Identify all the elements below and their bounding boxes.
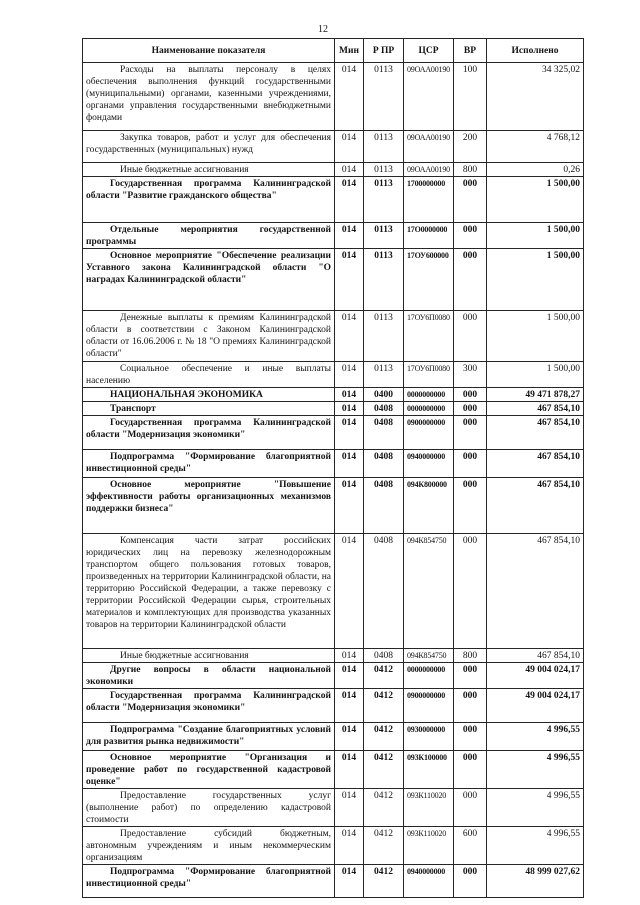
target-article-code: 0940000000 [404,865,454,898]
section-code: 0412 [364,789,404,827]
ministry-code: 014 [335,249,364,311]
section-code: 0113 [364,131,404,163]
section-code: 0412 [364,751,404,789]
executed-amount: 467 854,10 [487,649,584,663]
table-row [83,131,584,163]
table-row [83,388,584,402]
executed-amount: 1 500,00 [487,249,584,311]
expense-type-code: 000 [454,789,487,827]
executed-amount: 4 996,55 [487,789,584,827]
ministry-code: 014 [335,534,364,649]
executed-amount: 0,26 [487,163,584,177]
section-code: 0412 [364,827,404,865]
expense-type-code: 600 [454,827,487,865]
table-row [83,478,584,534]
ministry-code: 014 [335,402,364,416]
section-code: 0400 [364,388,404,402]
section-code: 0408 [364,402,404,416]
indicator-name: НАЦИОНАЛЬНАЯ ЭКОНОМИКА [83,388,335,402]
ministry-code: 014 [335,223,364,249]
header-target-article: ЦСР [404,39,454,63]
target-article-code: 09ОАА00190 [404,131,454,163]
table-row [83,534,584,649]
section-code: 0113 [364,63,404,131]
expense-type-code: 000 [454,177,487,223]
expense-type-code: 000 [454,450,487,478]
indicator-name: Транспорт [83,402,335,416]
expense-type-code: 000 [454,402,487,416]
table-row [83,249,584,311]
expense-type-code: 000 [454,388,487,402]
expense-type-code: 000 [454,223,487,249]
section-code: 0412 [364,723,404,751]
budget-table [82,38,584,898]
section-code: 0412 [364,663,404,689]
indicator-name: Государственная программа Калининградской области "Модернизация экономики" [83,689,335,723]
indicator-name: Государственная программа Калининградской области "Модернизация экономики" [83,416,335,450]
indicator-name: Иные бюджетные ассигнования [83,649,335,663]
target-article-code: 093К110020 [404,827,454,865]
expense-type-code: 800 [454,649,487,663]
indicator-name: Основное мероприятие "Обеспечение реализации Уставного закона Калининградской области "О наградах Калининградской области" [83,249,335,311]
section-code: 0113 [364,223,404,249]
executed-amount: 467 854,10 [487,402,584,416]
table-header-row [83,39,584,63]
executed-amount: 1 500,00 [487,177,584,223]
table-row [83,689,584,723]
ministry-code: 014 [335,663,364,689]
target-article-code: 094К800000 [404,478,454,534]
ministry-code: 014 [335,827,364,865]
expense-type-code: 000 [454,723,487,751]
executed-amount: 1 500,00 [487,223,584,249]
expense-type-code: 200 [454,131,487,163]
target-article-code: 17ОУ6П0080 [404,311,454,362]
section-code: 0412 [364,689,404,723]
target-article-code: 0930000000 [404,723,454,751]
section-code: 0408 [364,534,404,649]
target-article-code: 094К854750 [404,649,454,663]
target-article-code: 17ОУ600000 [404,249,454,311]
ministry-code: 014 [335,163,364,177]
ministry-code: 014 [335,689,364,723]
indicator-name: Подпрограмма "Формирование благоприятной инвестиционной среды" [83,865,335,898]
expense-type-code: 000 [454,311,487,362]
executed-amount: 467 854,10 [487,534,584,649]
expense-type-code: 000 [454,249,487,311]
indicator-name: Основное мероприятие "Организация и проведение работ по государственной кадастровой оценке" [83,751,335,789]
ministry-code: 014 [335,751,364,789]
indicator-name: Иные бюджетные ассигнования [83,163,335,177]
indicator-name: Государственная программа Калининградской области "Развитие гражданского общества" [83,177,335,223]
ministry-code: 014 [335,63,364,131]
indicator-name: Подпрограмма "Формирование благоприятной инвестиционной среды" [83,450,335,478]
section-code: 0113 [364,177,404,223]
section-code: 0113 [364,362,404,388]
ministry-code: 014 [335,865,364,898]
section-code: 0408 [364,649,404,663]
section-code: 0408 [364,416,404,450]
header-executed: Исполнено [487,39,584,63]
header-expense-type: ВР [454,39,487,63]
expense-type-code: 000 [454,416,487,450]
indicator-name: Отдельные мероприятия государственной программы [83,223,335,249]
indicator-name: Денежные выплаты к премиям Калининградской области в соответствии с Законом Калининградской области от 16.06.2006 г. № 18 "О премиях Калининградской области" [83,311,335,362]
target-article-code: 094К854750 [404,534,454,649]
executed-amount: 49 471 878,27 [487,388,584,402]
table-row [83,827,584,865]
target-article-code: 0000000000 [404,663,454,689]
expense-type-code: 000 [454,534,487,649]
ministry-code: 014 [335,649,364,663]
table-row [83,865,584,898]
table-row [83,416,584,450]
table-row [83,751,584,789]
page-number: 12 [318,24,328,35]
header-section: Р ПР [364,39,404,63]
indicator-name: Другие вопросы в области национальной экономики [83,663,335,689]
expense-type-code: 000 [454,689,487,723]
target-article-code: 09ОАА00190 [404,63,454,131]
target-article-code: 0000000000 [404,388,454,402]
indicator-name: Компенсация части затрат российских юридических лиц на перевозку железнодорожным транспортом общего пользования готовых товаров, произведенных на территории Калининградской области, на территорию Российской Федерации, а также перевозку с территории Российской Федерации сырья, строительных материалов и комплектующих для производства указанных товаров на территории Калининградской области [83,534,335,649]
executed-amount: 34 325,02 [487,63,584,131]
executed-amount: 1 500,00 [487,311,584,362]
executed-amount: 49 004 024,17 [487,689,584,723]
indicator-name: Расходы на выплаты персоналу в целях обеспечения выполнения функций государственными (муниципальными) органами, казенными учреждениями, органами управления государственными внебюджетными фондами [83,63,335,131]
expense-type-code: 000 [454,865,487,898]
expense-type-code: 100 [454,63,487,131]
indicator-name: Подпрограмма "Создание благоприятных условий для развития рынка недвижимости" [83,723,335,751]
ministry-code: 014 [335,131,364,163]
ministry-code: 014 [335,478,364,534]
target-article-code: 17О0000000 [404,223,454,249]
table-row [83,450,584,478]
target-article-code: 0000000000 [404,402,454,416]
ministry-code: 014 [335,311,364,362]
target-article-code: 0900000000 [404,689,454,723]
expense-type-code: 000 [454,751,487,789]
table-row [83,663,584,689]
ministry-code: 014 [335,388,364,402]
table-row [83,223,584,249]
header-indicator-name: Наименование показателя [83,39,335,63]
ministry-code: 014 [335,416,364,450]
indicator-name: Закупка товаров, работ и услуг для обеспечения государственных (муниципальных) нужд [83,131,335,163]
target-article-code: 1700000000 [404,177,454,223]
expense-type-code: 300 [454,362,487,388]
table-row [83,362,584,388]
table-row [83,163,584,177]
ministry-code: 014 [335,789,364,827]
indicator-name: Предоставление субсидий бюджетным, автономным учреждениям и иным некоммерческим организациям [83,827,335,865]
table-row [83,723,584,751]
executed-amount: 4 996,55 [487,751,584,789]
section-code: 0113 [364,249,404,311]
section-code: 0113 [364,163,404,177]
executed-amount: 1 500,00 [487,362,584,388]
section-code: 0113 [364,311,404,362]
table-row [83,649,584,663]
executed-amount: 49 004 024,17 [487,663,584,689]
expense-type-code: 000 [454,663,487,689]
indicator-name: Основное мероприятие "Повышение эффективности работы организационных механизмов поддержки бизнеса" [83,478,335,534]
table-row [83,177,584,223]
executed-amount: 467 854,10 [487,478,584,534]
section-code: 0408 [364,478,404,534]
expense-type-code: 800 [454,163,487,177]
target-article-code: 17ОУ6П0080 [404,362,454,388]
header-ministry: Мин [335,39,364,63]
table-row [83,311,584,362]
executed-amount: 4 996,55 [487,723,584,751]
expense-type-code: 000 [454,478,487,534]
indicator-name: Предоставление государственных услуг (выполнение работ) по определению кадастровой стоимости [83,789,335,827]
executed-amount: 4 768,12 [487,131,584,163]
executed-amount: 4 996,55 [487,827,584,865]
executed-amount: 48 999 027,62 [487,865,584,898]
ministry-code: 014 [335,450,364,478]
target-article-code: 0900000000 [404,416,454,450]
table-row [83,789,584,827]
target-article-code: 093К110020 [404,789,454,827]
ministry-code: 014 [335,362,364,388]
table-row [83,402,584,416]
table-row [83,63,584,131]
section-code: 0408 [364,450,404,478]
ministry-code: 014 [335,723,364,751]
section-code: 0412 [364,865,404,898]
executed-amount: 467 854,10 [487,450,584,478]
target-article-code: 09ОАА00190 [404,163,454,177]
executed-amount: 467 854,10 [487,416,584,450]
target-article-code: 0940000000 [404,450,454,478]
target-article-code: 093К100000 [404,751,454,789]
indicator-name: Социальное обеспечение и иные выплаты населению [83,362,335,388]
ministry-code: 014 [335,177,364,223]
